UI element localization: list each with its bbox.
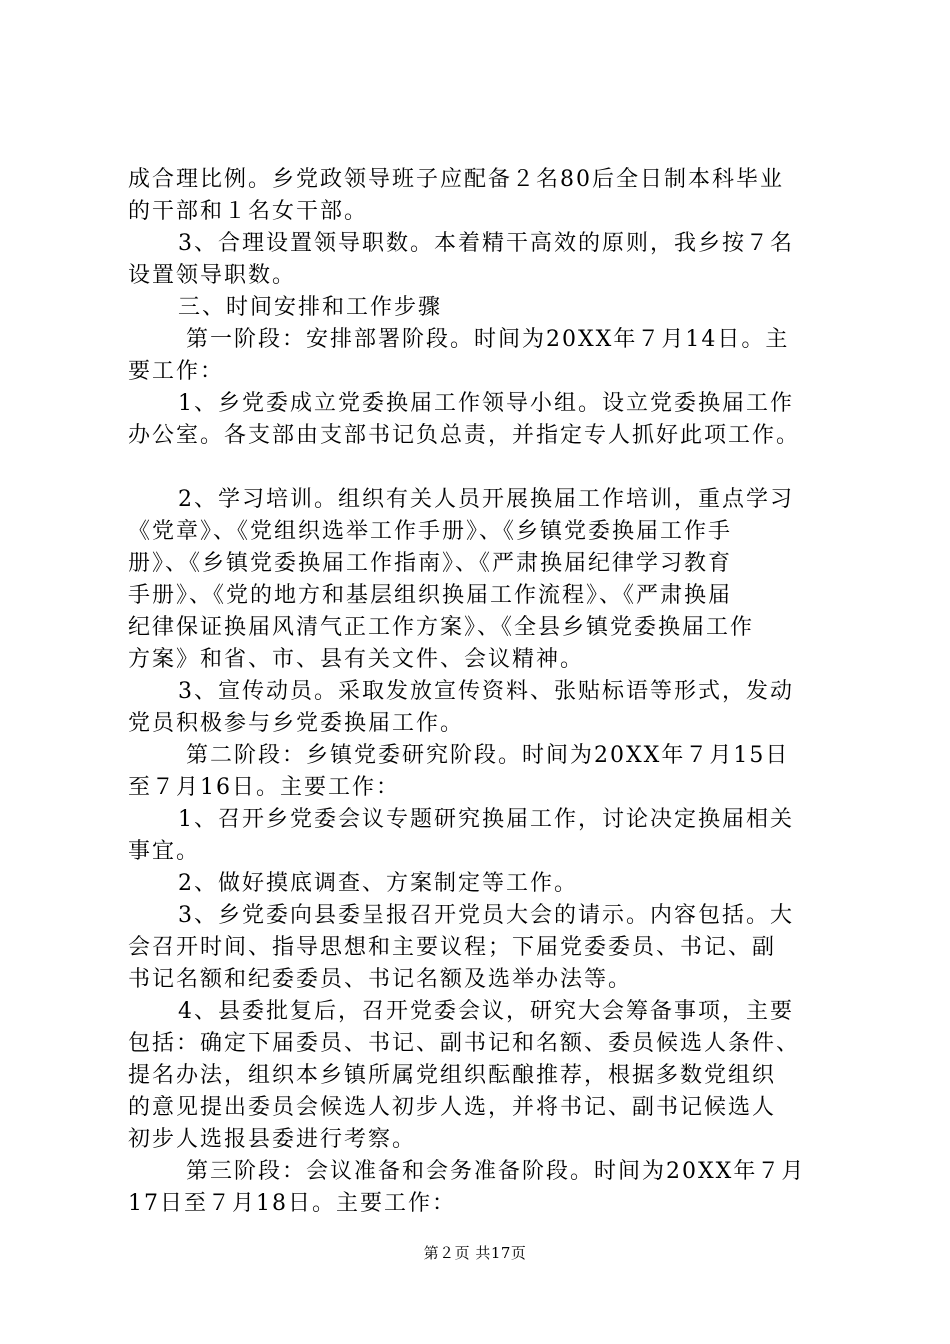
text-line: 第三阶段：会议准备和会务准备阶段。时间为20XX年７月 [186,1159,806,1184]
text-line: 至７月16日。主要工作： [128,775,400,800]
text-line: 3、乡党委向县委呈报召开党员大会的请示。内容包括。大 [178,903,794,928]
text-line: 1、乡党委成立党委换届工作领导小组。设立党委换届工作 [178,391,794,416]
text-line: 17日至７月18日。主要工作： [128,1191,456,1216]
text-line: 设置领导职数。 [128,263,297,288]
text-line: 第二阶段：乡镇党委研究阶段。时间为20XX年７月15日 [186,743,790,768]
text-line: 手册》、《党的地方和基层组织换届工作流程》、《严肃换届 [128,583,733,608]
text-line: 纪律保证换届风清气正工作方案》、《全县乡镇党委换届工作 [128,615,755,640]
paragraph-gap [128,452,834,484]
text-line: 《党章》、《党组织选举工作手册》、《乡镇党委换届工作手 [128,519,733,544]
text-line: 方案》和省、市、县有关文件、会议精神。 [128,647,585,672]
document-body [128,164,834,1220]
text-line: 包括：确定下届委员、书记、副书记和名额、委员候选人条件、 [128,1031,801,1056]
section-heading: 三、时间安排和工作步骤 [178,295,443,320]
text-line: 初步人选报县委进行考察。 [128,1127,417,1152]
text-line: 事宜。 [128,839,201,864]
text-line: 1、召开乡党委会议专题研究换届工作，讨论决定换届相关 [178,807,794,832]
text-line: 册》、《乡镇党委换届工作指南》、《严肃换届纪律学习教育 [128,551,733,576]
page-number-footer: 第２页 共17页 [423,1244,527,1262]
text-line: 4、县委批复后，召开党委会议，研究大会筹备事项，主要 [178,999,794,1024]
text-line: 成合理比例。乡党政领导班子应配备２名80后全日制本科毕业 [128,167,784,192]
text-line: 3、合理设置领导职数。本着精干高效的原则，我乡按７名 [178,231,794,256]
text-line: 会召开时间、指导思想和主要议程；下届党委委员、书记、副 [128,935,777,960]
text-line: 第一阶段：安排部署阶段。时间为20XX年７月14日。主 [186,327,790,352]
text-line: 办公室。各支部由支部书记负总责，并指定专人抓好此项工作。 [128,423,801,448]
text-line: 提名办法，组织本乡镇所属党组织酝酿推荐，根据多数党组织 [128,1063,777,1088]
text-line: 的干部和１名女干部。 [128,199,369,224]
text-line: 党员积极参与乡党委换届工作。 [128,711,465,736]
text-line: 2、做好摸底调查、方案制定等工作。 [178,871,578,896]
text-line: 书记名额和纪委委员、书记名额及选举办法等。 [128,967,633,992]
text-line: 2、学习培训。组织有关人员开展换届工作培训，重点学习 [178,487,794,512]
text-line: 的意见提出委员会候选人初步人选，并将书记、副书记候选人 [128,1095,777,1120]
text-line: 3、宣传动员。采取发放宣传资料、张贴标语等形式，发动 [178,679,794,704]
text-line: 要工作： [128,359,225,384]
